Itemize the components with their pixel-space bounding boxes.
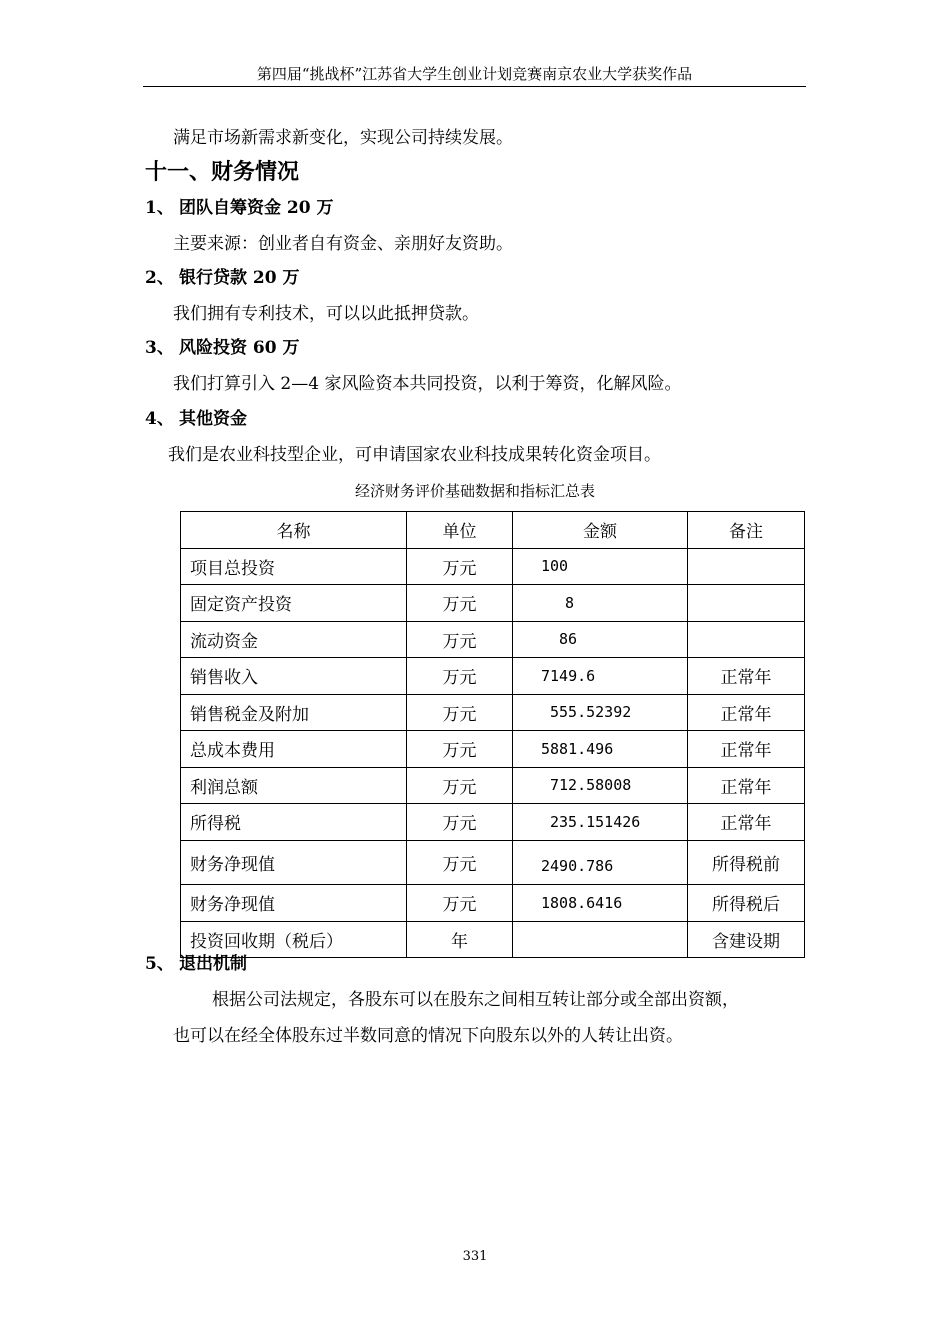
subsection-heading-5: [145, 953, 247, 975]
cell-name: 利润总额: [181, 767, 407, 804]
table-row: [181, 548, 805, 585]
header-cell-amount: 金额: [513, 512, 688, 549]
subsection-number: 4、: [145, 409, 174, 429]
cell-unit: 万元: [407, 621, 513, 658]
table-row: [181, 840, 805, 885]
subsection-body-2: 我们拥有专利技术，可以以此抵押贷款。: [173, 304, 479, 324]
cell-name: 总成本费用: [181, 731, 407, 768]
subsection-number: 1、: [145, 198, 174, 218]
cell-note: [688, 621, 805, 658]
subsection-title: 风险投资 60 万: [179, 338, 300, 358]
header-cell-name: 名称: [181, 512, 407, 549]
subsection-number: 2、: [145, 268, 174, 288]
subsection-heading-1: [145, 197, 334, 219]
cell-unit: 万元: [407, 885, 513, 922]
cell-amount: 8: [513, 585, 688, 622]
table-row: [181, 767, 805, 804]
cell-name: 固定资产投资: [181, 585, 407, 622]
cell-unit: 万元: [407, 840, 513, 885]
table-row: [181, 585, 805, 622]
table-header-row: [181, 512, 805, 549]
cell-unit: 万元: [407, 658, 513, 695]
table-row: [181, 731, 805, 768]
section-title: 十一、财务情况: [145, 159, 300, 185]
cell-name: 财务净现值: [181, 885, 407, 922]
cell-amount: 2490.786: [513, 840, 688, 885]
cell-note: 含建设期: [688, 921, 805, 958]
cell-name: 销售税金及附加: [181, 694, 407, 731]
subsection-heading-3: [145, 337, 300, 359]
cell-name: 所得税: [181, 804, 407, 841]
subsection-number: 5、: [145, 954, 174, 974]
subsection-title: 其他资金: [179, 409, 247, 429]
cell-note: 所得税后: [688, 885, 805, 922]
cell-amount: [513, 921, 688, 958]
cell-unit: 年: [407, 921, 513, 958]
cell-name: 销售收入: [181, 658, 407, 695]
exit-body-line-1: 根据公司法规定，各股东可以在股东之间相互转让部分或全部出资额，: [212, 990, 739, 1010]
cell-amount: 7149.6: [513, 658, 688, 695]
page-number: 331: [462, 1249, 488, 1264]
cell-note: 正常年: [688, 804, 805, 841]
cell-name: 投资回收期（税后）: [181, 921, 407, 958]
subsection-title: 团队自筹资金 20 万: [179, 198, 334, 218]
cell-name: 项目总投资: [181, 548, 407, 585]
cell-amount: 712.58008: [513, 767, 688, 804]
cell-unit: 万元: [407, 731, 513, 768]
subsection-body-4: 我们是农业科技型企业，可申请国家农业科技成果转化资金项目。: [168, 445, 661, 465]
cell-amount: 1808.6416: [513, 885, 688, 922]
table-row: [181, 621, 805, 658]
cell-note: 正常年: [688, 694, 805, 731]
table-row: [181, 804, 805, 841]
cell-amount: 5881.496: [513, 731, 688, 768]
cell-note: 正常年: [688, 658, 805, 695]
subsection-body-3: 我们打算引入 2—4 家风险资本共同投资，以利于筹资，化解风险。: [173, 374, 682, 394]
table-row: [181, 694, 805, 731]
table-row: [181, 921, 805, 958]
cell-amount: 86: [513, 621, 688, 658]
table-row: [181, 885, 805, 922]
subsection-title: 退出机制: [179, 954, 247, 974]
table-row: [181, 658, 805, 695]
table-caption: 经济财务评价基础数据和指标汇总表: [354, 482, 595, 500]
cell-unit: 万元: [407, 694, 513, 731]
exit-body-line-2: 也可以在经全体股东过半数同意的情况下向股东以外的人转让出资。: [173, 1026, 683, 1046]
financial-summary-table: [180, 511, 805, 958]
cell-name: 流动资金: [181, 621, 407, 658]
cell-amount: 100: [513, 548, 688, 585]
cell-unit: 万元: [407, 767, 513, 804]
header-cell-unit: 单位: [407, 512, 513, 549]
cell-name: 财务净现值: [181, 840, 407, 885]
cell-amount: 555.52392: [513, 694, 688, 731]
cell-note: 所得税前: [688, 840, 805, 885]
cell-amount: 235.151426: [513, 804, 688, 841]
cell-note: 正常年: [688, 767, 805, 804]
cell-unit: 万元: [407, 585, 513, 622]
subsection-number: 3、: [145, 338, 174, 358]
subsection-heading-2: [145, 267, 300, 289]
subsection-title: 银行贷款 20 万: [179, 268, 300, 288]
cell-unit: 万元: [407, 548, 513, 585]
header-cell-note: 备注: [688, 512, 805, 549]
subsection-body-1: 主要来源：创业者自有资金、亲朋好友资助。: [173, 234, 513, 254]
cell-note: [688, 585, 805, 622]
intro-line: 满足市场新需求新变化，实现公司持续发展。: [173, 128, 513, 148]
subsection-heading-4: [145, 408, 247, 430]
cell-unit: 万元: [407, 804, 513, 841]
page-header: 第四届“挑战杯”江苏省大学生创业计划竞赛南京农业大学获奖作品: [143, 64, 806, 87]
cell-note: 正常年: [688, 731, 805, 768]
cell-note: [688, 548, 805, 585]
